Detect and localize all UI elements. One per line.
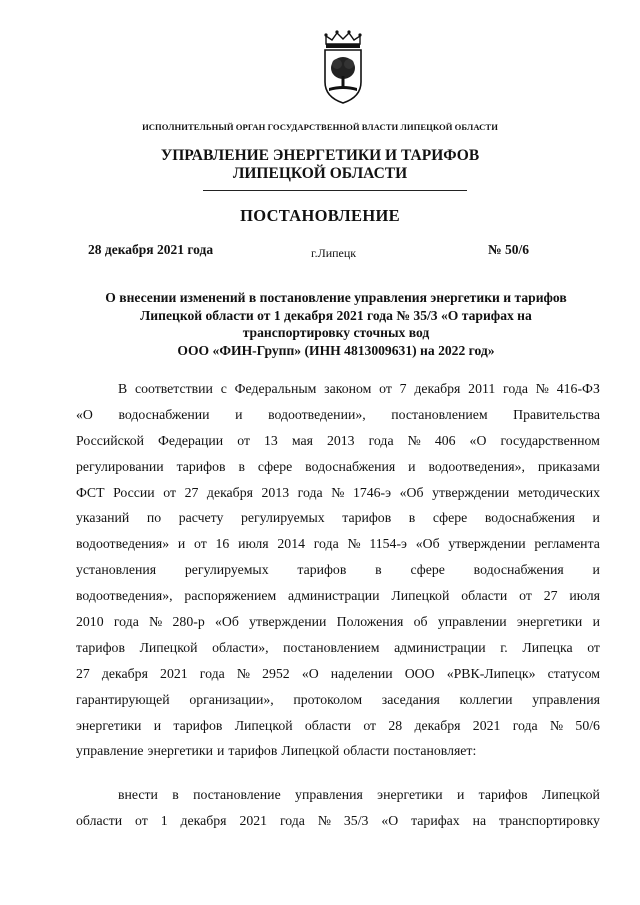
header-divider [203,190,467,191]
body-word: Липецкой [281,743,340,759]
subject-line: О внесении изменений в постановление управления энергетики и тарифов [105,290,567,305]
body-word: статусом [547,665,600,681]
body-word: и [235,406,243,422]
body-line [76,480,600,506]
body-word: Федеральным [234,381,317,396]
body-word: водоотведения», [76,588,173,604]
document-type-title: ПОСТАНОВЛЕНИЕ [240,206,400,225]
resolution-paragraph [76,782,600,834]
body-word: утверждении [249,614,327,630]
body-word: законом [324,381,372,396]
body-word: от [519,588,532,604]
body-word: 28 [388,717,403,733]
body-word: 2013 [261,484,290,500]
body-word: Положения [336,614,404,630]
subject-line: ООО «ФИН-Групп» (ИНН 4813009631) на 2022 год» [177,342,495,358]
body-word: распоряжением [184,588,277,604]
body-word: 7 [399,381,407,396]
body-word: 1154-э [369,536,407,552]
body-line [76,583,600,609]
body-word: коллегии [459,691,513,707]
body-word: водоотведении», [268,406,366,422]
body-word: и [153,717,162,733]
body-word: от [237,432,250,448]
body-word: «Об [399,484,424,500]
body-word: и [592,614,600,630]
body-word: регламента [534,536,600,552]
body-word: государственном [500,432,600,448]
body-word: 1746-э [352,484,392,500]
subject-line: транспортировку сточных вод [242,325,430,340]
body-word: мая [291,432,313,448]
body-word: водоснабжении [118,406,210,422]
body-word: декабря [414,381,461,396]
body-word: «РВК-Липецк» [446,665,536,681]
body-word: транспортировку [499,812,600,828]
body-word: и [216,743,225,759]
body-word: 2952 [262,665,290,681]
body-word: от [135,812,148,828]
body-word: 2021 [472,717,501,733]
body-line [76,454,600,480]
body-word: водоотведения», [428,458,526,474]
body-word: постановлением [283,639,380,655]
body-word: ООО [404,665,435,681]
body-word: Липецкой [541,787,600,802]
body-word: 1 [160,812,168,828]
body-word: гарантирующей [76,691,170,707]
body-word: № [331,484,345,500]
body-line [76,738,600,764]
body-word: наделении [330,665,393,681]
body-word: области [461,588,508,604]
document-city: г.Липецк [311,246,357,260]
body-word: № [236,665,250,681]
body-word: от [587,639,600,655]
body-word: области [343,743,390,759]
body-word: № [317,812,331,828]
body-word: области [304,717,352,733]
body-word: методических [517,484,600,500]
body-word: сфере [257,458,293,474]
body-word: регулируемых [184,562,269,578]
body-word: управлении [437,614,507,630]
body-word: 416-ФЗ [556,381,600,396]
body-word: сфере [432,510,468,526]
body-word: тарифах [411,812,460,828]
body-word: соответствии [134,381,213,396]
preamble-paragraph [76,376,600,764]
body-word: В [118,381,128,396]
body-word: г. [500,639,508,655]
body-word: постановляет: [393,743,477,759]
body-word: утверждении [448,536,526,552]
body-word: 16 [215,536,230,552]
body-word: энергетики [516,614,583,630]
body-word: энергетики [377,787,443,802]
body-word: «Об [215,614,239,630]
body-word: ФСТ [76,484,105,500]
body-word: энергетики [76,717,142,733]
body-word: тарифов [76,639,125,655]
body-word: тарифов [173,717,223,733]
document-subject [70,289,602,359]
body-word: года [297,484,323,500]
body-word: «Об [415,536,440,552]
body-word: Липецкой [391,588,450,604]
body-word: в [408,510,416,526]
body-word: № [549,717,564,733]
body-word: расчету [178,510,224,526]
body-word: Российской [76,432,144,448]
body-word: области», [212,639,269,655]
body-word: заседания [381,691,440,707]
body-word: энергетики [147,743,213,759]
body-word: водоснабжения [305,458,396,474]
body-word: об [413,614,428,630]
body-word: 2021 [239,812,268,828]
body-word: от [194,536,207,552]
body-word: администрации [394,639,486,655]
body-word: 27 [184,484,199,500]
subject-line: Липецкой области от 1 декабря 2021 года № 35/3 «О тарифах на [140,307,532,323]
body-word: тарифов [228,743,278,759]
body-word: установления [76,562,157,578]
body-word: организации», [189,691,274,707]
body-line [76,782,600,808]
body-word: 27 [543,588,558,604]
body-word: в [375,562,382,578]
body-word: года [512,717,538,733]
body-word: регулировании [76,458,164,474]
body-word: декабря [101,665,148,681]
body-word: в [172,787,179,802]
body-word: 2011 [468,381,496,396]
body-word: Липецка [522,639,573,655]
body-word: тарифов [176,458,226,474]
body-line [76,713,600,739]
body-word: июля [238,536,269,552]
body-word: года [199,665,225,681]
body-line [76,428,600,454]
body-word: от [363,717,377,733]
body-word: внести [118,787,158,802]
body-line [76,808,600,834]
body-word: постановление [193,787,281,802]
body-line [76,661,600,687]
body-word: № [149,614,163,630]
body-word: водоснабжения [484,510,575,526]
body-word: утверждении [432,484,510,500]
body-word: тарифов [342,510,392,526]
body-word: года [313,536,339,552]
body-word: 280-р [172,614,205,630]
body-word: и [408,458,416,474]
authority-name: ИСПОЛНИТЕЛЬНЫЙ ОРГАН ГОСУДАРСТВЕННОЙ ВЛАСТИ ЛИПЕЦКОЙ ОБЛАСТИ [142,122,498,132]
body-word: протоколом [293,691,363,707]
department-name-line2: ЛИПЕЦКОЙ ОБЛАСТИ [232,165,408,182]
body-word: 27 [76,665,90,681]
body-line [76,557,600,583]
body-word: 2013 [326,432,355,448]
department-name-line1: УПРАВЛЕНИЕ ЭНЕРГЕТИКИ И ТАРИФОВ [160,147,480,164]
body-word: на [472,812,487,828]
body-word: области [76,812,123,828]
body-word: 2010 [76,614,104,630]
body-word: и [177,536,186,552]
body-word: сфере [410,562,445,578]
body-word: года [113,614,139,630]
body-word: и [456,787,465,802]
body-word: водоотведения» [76,536,170,552]
body-word: «О [381,812,399,828]
body-word: 406 [434,432,456,448]
body-word: 2021 [160,665,188,681]
body-word: управления [532,691,600,707]
body-word: управления [295,787,363,802]
body-line [76,635,600,661]
body-word: с [220,381,227,396]
body-line [76,402,600,428]
body-word: 50/6 [575,717,600,733]
body-word: «О [76,406,93,422]
body-word: № [347,536,361,552]
body-word: тарифов [478,787,528,802]
document-number: № 50/6 [488,242,529,257]
document-date: 28 декабря 2021 года [88,242,214,257]
body-line [76,376,600,402]
body-word: декабря [206,484,253,500]
body-line [76,687,600,713]
body-word: года [503,381,529,396]
body-word: декабря [180,812,227,828]
body-word: № [407,432,421,448]
body-line [76,531,600,557]
body-word: администрации [288,588,380,604]
body-word: приказами [537,458,600,474]
body-word: регулируемых [240,510,325,526]
body-word: и [592,562,600,578]
body-word: 13 [264,432,278,448]
body-word: управление [76,743,144,759]
lipetsk-coat-of-arms-icon [318,30,368,105]
body-line [76,609,600,635]
body-word: Федерации [158,432,224,448]
body-word: года [279,812,305,828]
body-word: «О [301,665,319,681]
body-word: от [163,484,176,500]
body-word: 2014 [277,536,305,552]
body-word: и [592,510,600,526]
body-word: в [238,458,245,474]
body-word: по [146,510,162,526]
body-word: Липецкой [234,717,293,733]
body-word: указаний [76,510,130,526]
body-word: июля [569,588,600,604]
body-word: Правительства [513,406,600,422]
body-word: № [535,381,549,396]
body-word: постановлением [391,406,488,422]
body-line [76,505,600,531]
body-word: декабря [414,717,461,733]
body-word: Липецкой [139,639,198,655]
body-word: 35/3 [343,812,369,828]
body-word: от [379,381,392,396]
body-word: водоснабжения [473,562,564,578]
body-word: года [368,432,394,448]
body-word: России [113,484,155,500]
body-word: «О [469,432,487,448]
body-word: тарифов [297,562,347,578]
